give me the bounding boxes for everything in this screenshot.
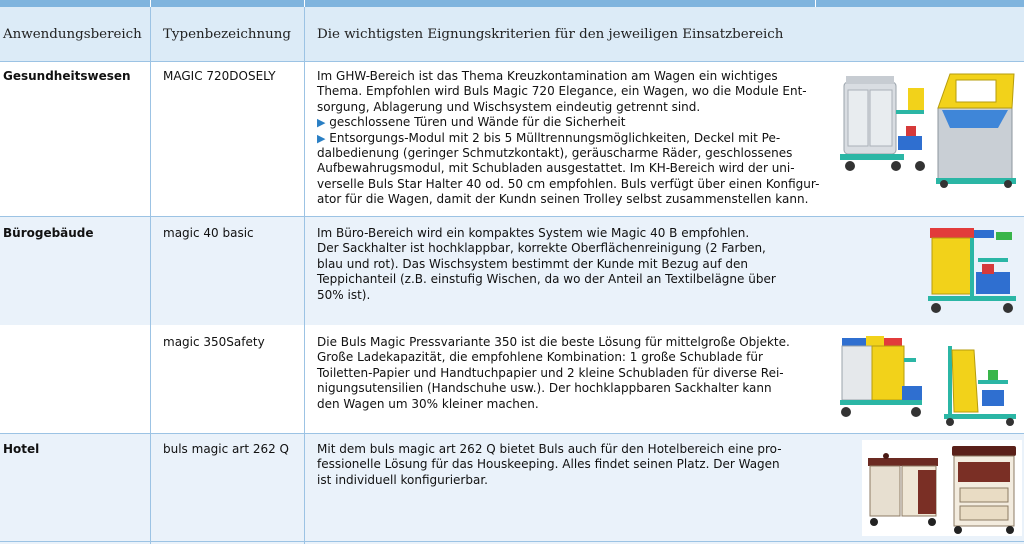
row-type-hotel: buls magic art 262 Q xyxy=(163,442,289,456)
top-accent-bar xyxy=(0,0,1024,7)
row-divider xyxy=(0,541,1024,542)
row-desc-hotel: Mit dem buls magic art 262 Q bietet Buls auch für den Hotelbereich eine pro- fessionelle Lösung für das Houskeeping. Alles findet seinen Platz. Der Wagen ist individuell konfigurierbar. xyxy=(317,442,782,487)
bullet-icon: ▶ xyxy=(317,131,326,145)
row-type-office: magic 40 basic xyxy=(163,226,254,240)
row-type-safety: magic 350Safety xyxy=(163,335,265,349)
trolley-image-magic-720 xyxy=(838,70,1022,188)
trolley-image-magic-40 xyxy=(926,224,1022,316)
row-divider xyxy=(0,216,1024,217)
header-type: Typenbezeichnung xyxy=(163,26,291,42)
column-divider xyxy=(304,7,305,544)
header-area: Anwendungsbereich xyxy=(3,26,142,42)
row-area-health: Gesundheitswesen xyxy=(3,69,131,83)
row-area-office: Bürogebäude xyxy=(3,226,94,240)
header-criteria: Die wichtigsten Eignungskriterien für den jeweiligen Einsatzbereich xyxy=(317,26,784,42)
row-desc-health: Im GHW-Bereich ist das Thema Kreuzkontamination am Wagen ein wichtiges Thema. Empfohlen wird Buls Magic 720 Elegance, ein Wagen, wo die Module Ent- sorgung, Ablagerung und Wischsystem eindeutig getrennt sind. ▶ geschlossene Türen und Wände für die Sicherheit ▶ Entsorgungs-Modul mit 2 bis 5 Mülltrennungsmöglichkeiten, Deckel mit Pe- dalbedienung (geringer Schmutzkontakt), geräuscharme Räder, geschlossenes Aufbewahrugsmodul, mit Schubladen ausgestattet. Im KH-Bereich wird der uni- verselle Buls Star Halter 40 od. 50 cm empfohlen. Buls verfügt über einen Konfigur- ator für die Wagen, damit der Kundn seinen Trolley selbst zusammenstellen kann. xyxy=(317,69,820,207)
row-divider xyxy=(0,61,1024,62)
bullet-icon: ▶ xyxy=(317,116,326,130)
row-desc-safety: Die Buls Magic Pressvariante 350 ist die beste Lösung für mittelgroße Objekte. Große Ladekapazität, die empfohlene Kombination: 1 große Schublade für Toiletten-Papier und Handtuchpapier und 2 kleine Schubladen für diverse Rei- nigungsutensilien (Handschuhe usw.). Der hochklappbaren Sackhalter kann den Wagen um 30% kleiner machen. xyxy=(317,335,790,411)
trolley-image-magic-art-262 xyxy=(862,440,1022,536)
row-area-hotel: Hotel xyxy=(3,442,40,456)
row-divider xyxy=(0,433,1024,434)
row-type-health: MAGIC 720DOSELY xyxy=(163,69,276,83)
trolley-image-magic-350 xyxy=(838,330,1022,430)
column-divider xyxy=(150,7,151,544)
row-desc-office: Im Büro-Bereich wird ein kompaktes System wie Magic 40 B empfohlen. Der Sackhalter ist hochklappbar, korrekte Oberflächenreinigung (2 Farben, blau und rot). Das Wischsystem bestimmt der Kunde mit Bezug auf den Teppichanteil (z.B. einstufig Wischen, da wo der Anteil an Textilbelägne über 50% ist). xyxy=(317,226,776,302)
